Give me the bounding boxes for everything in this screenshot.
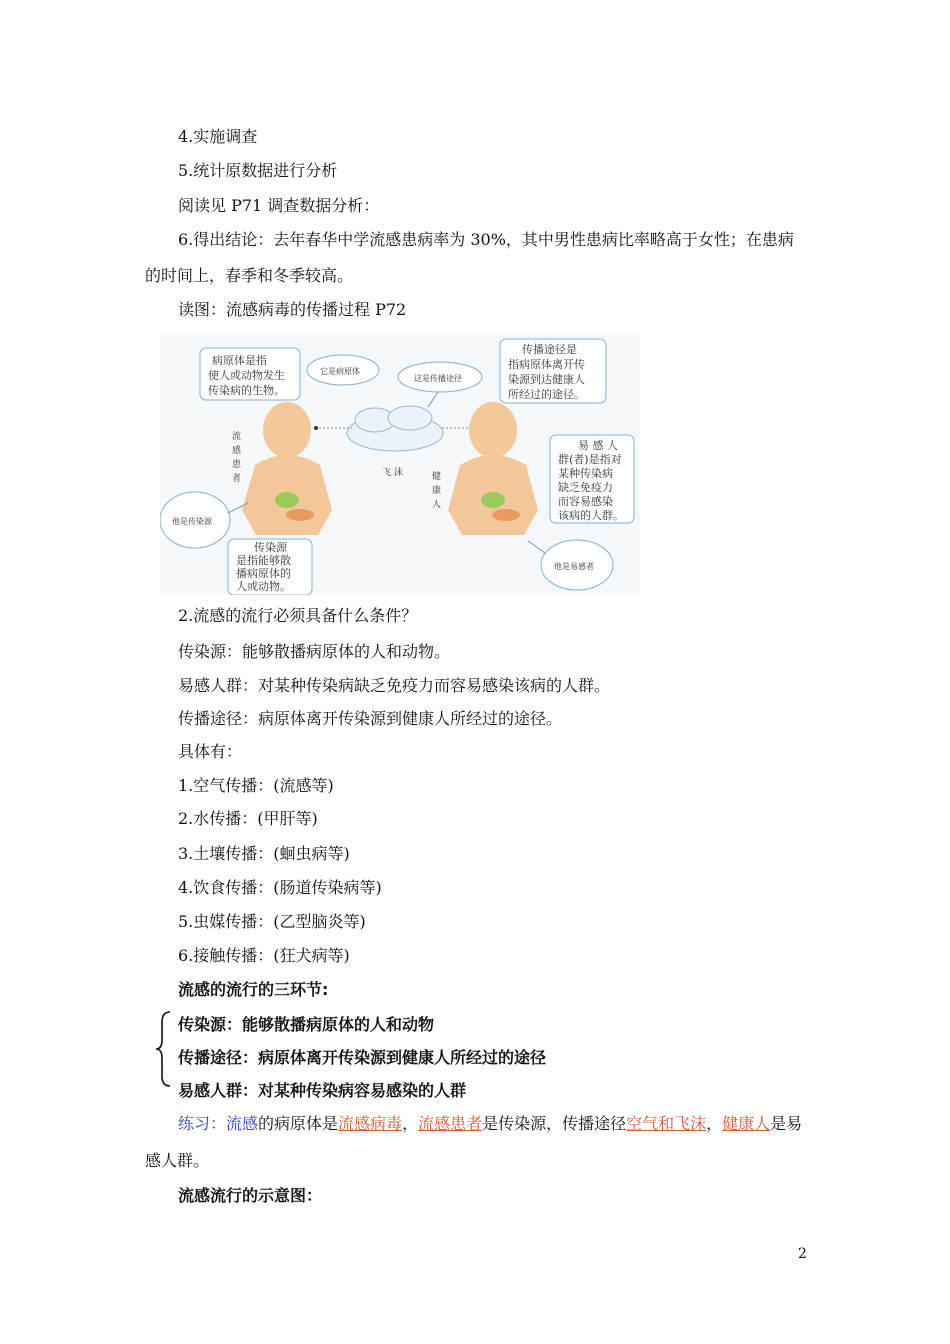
specifics-label: 具体有： [178, 742, 243, 761]
route-water: 2.水传播：(甲肝等) [178, 809, 318, 828]
route-contact: 6.接触传播：(狂犬病等) [178, 946, 350, 965]
def-route: 传播途径：病原体离开传染源到健康人所经过的途径。 [178, 709, 563, 728]
answer-source: 流感患者 [418, 1114, 483, 1133]
pathogen-box-text: 病原体是指 使人或动物发生 传染病的生物。 [208, 354, 285, 397]
reading-note: 阅读见 P71 调查数据分析： [178, 196, 380, 215]
route-air: 1.空气传播：(流感等) [178, 776, 334, 795]
exercise-flu: 流感 [226, 1114, 259, 1133]
def-source: 传染源：能够散播病原体的人和动物。 [178, 642, 451, 661]
conclusion: 6.得出结论：去年春华中学流感患病率为 30%，其中男性患病比率略高于女性；在患病 [178, 230, 794, 249]
flu-transmission-figure [160, 335, 640, 595]
susceptible-box-text: 易 感 人 群(者)是指对 某种传染病 缺乏免疫力 而容易感染 该病的人群。 [558, 439, 624, 522]
def-susceptible: 易感人群：对某种传染病缺乏免疫力而容易感染该病的人群。 [178, 676, 611, 695]
conclusion-cont: 的时间上，春季和冬季较高。 [145, 266, 354, 285]
pathogen-bubble: 它是病原体 [320, 367, 360, 376]
route-bubble: 这是传播途径 [414, 374, 462, 383]
answer-route: 空气和飞沫 [626, 1114, 707, 1133]
answer-pathogen: 流感病毒 [338, 1114, 403, 1133]
exercise-label: 练习： [178, 1114, 227, 1133]
step-5: 5.统计原数据进行分析 [178, 161, 338, 180]
brace [154, 1010, 174, 1088]
susceptible-bubble: 他是易感者 [554, 562, 594, 571]
step-4: 4.实施调查 [178, 127, 258, 146]
figure-caption: 读图：流感病毒的传播过程 P72 [178, 300, 407, 319]
schematic-title: 流感流行的示意图： [178, 1186, 323, 1205]
droplet-cloud [347, 406, 443, 451]
answer-susceptible: 健康人 [722, 1114, 771, 1133]
source-box-text: 传染源 是指能够散 播病原体的 人或动物。 [236, 541, 291, 593]
patient-label: 流 感 患 者 [232, 432, 242, 484]
link-susceptible: 易感人群：对某种传染病容易感染的人群 [178, 1081, 467, 1100]
healthy-label: 健 康 人 [432, 472, 442, 510]
exercise-cont: 感人群。 [145, 1151, 210, 1170]
link-route: 传播途径：病原体离开传染源到健康人所经过的途径 [178, 1048, 547, 1067]
route-soil: 3.土壤传播：(蛔虫病等) [178, 844, 350, 863]
droplet-label: 飞 沫 [382, 468, 403, 478]
source-bubble: 他是传染源 [172, 517, 212, 526]
page-number: 2 [798, 1246, 807, 1262]
three-links-title: 流感的流行的三环节: [178, 980, 329, 999]
route-insect: 5.虫媒传播：(乙型脑炎等) [178, 912, 366, 931]
route-food: 4.饮食传播：(肠道传染病等) [178, 878, 382, 897]
question-2: 2.流感的流行必须具备什么条件？ [178, 606, 418, 625]
link-source: 传染源：能够散播病原体的人和动物 [178, 1015, 435, 1034]
route-box-text: 传播途径是 指病原体离开传 染源到达健康人 所经过的途径。 [508, 343, 585, 401]
exercise: 练习：流感的病原体是流感病毒，流感患者是传染源，传播途径空气和飞沫，健康人是易 [178, 1114, 803, 1133]
